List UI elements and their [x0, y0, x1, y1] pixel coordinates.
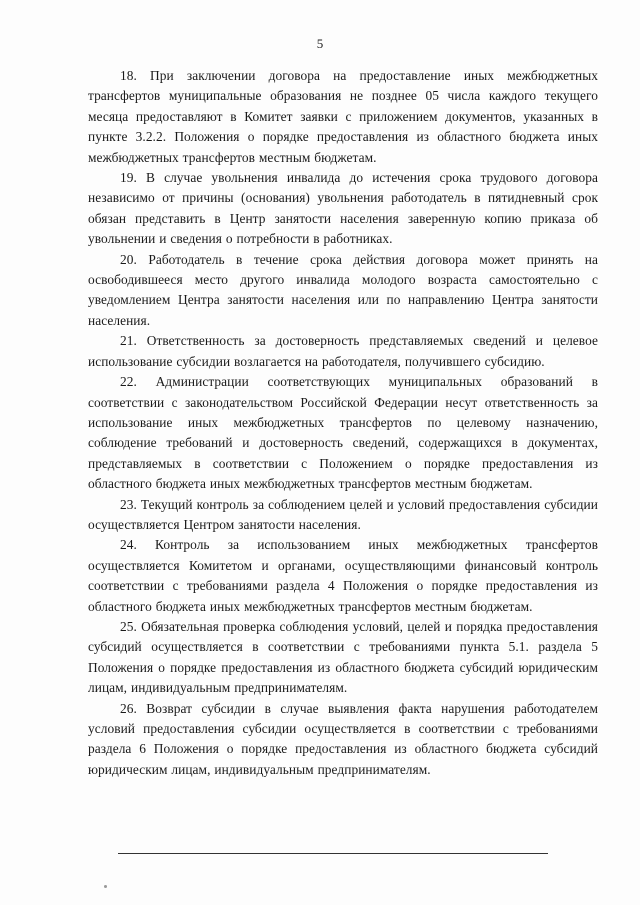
paragraph-19: 19. В случае увольнения инвалида до истечения срока трудового договора независимо от причины (основания) увольнения работодатель в пятидневный срок обязан представить в Центр занятости населения заверенную копию приказа об увольнении и сведения о потребности в работниках.	[88, 170, 598, 247]
paragraph-24: 24. Контроль за использованием иных межбюджетных трансфертов осуществляется Комитетом и органами, осуществляющими финансовый контроль соответствии с требованиями раздела 4 Положения о порядке предоставления из областного бюджета иных межбюджетных трансфертов местным бюджетам.	[88, 537, 598, 614]
paragraph-25: 25. Обязательная проверка соблюдения условий, целей и порядка предоставления субсидий осуществляется в соответствии с требованиями пункта 5.1. раздела 5 Положения о порядке предоставления из областного бюджета субсидий юридическим лицам, индивидуальным предпринимателям.	[88, 618, 598, 696]
page-number: 5	[316, 36, 324, 51]
paragraph-20: 20. Работодатель в течение срока действия договора может принять на освободившееся место другого инвалида молодого возраста самостоятельно с уведомлением Центра занятости населения или по направлению Центра занятости населения.	[88, 251, 598, 328]
paragraph-21: 21. Ответственность за достоверность представляемых сведений и целевое использование субсидии возлагается на работодателя, получившего субсидию.	[88, 333, 598, 369]
scan-artifact	[104, 885, 107, 888]
paragraph-23: 23. Текущий контроль за соблюдением целей и условий предоставления субсидии осуществляется Центром занятости населения.	[88, 496, 598, 532]
paragraph-26: 26. Возврат субсидии в случае выявления факта нарушения работодателем условий предоставления субсидии осуществляется в соответствии с требованиями раздела 6 Положения о порядке предоставления из областного бюджета субсидий юридическим лицам, индивидуальным предпринимателям.	[88, 700, 598, 777]
document-body	[88, 66, 598, 780]
paragraph-18: 18. При заключении договора на предоставление иных межбюджетных трансфертов муниципальные образования не позднее 05 числа каждого текущего месяца предоставляют в Комитет заявки с приложением документов, указанных в пункте 3.2.2. Положения о порядке предоставления из областного бюджета иных межбюджетных трансфертов местным бюджетам.	[88, 68, 598, 165]
footer-divider	[118, 853, 548, 854]
paragraph-22: 22. Администрации соответствующих муниципальных образований в соответствии с законодательством Российской Федерации несут ответственность за использование иных межбюджетных трансфертов по целевому назначению, соблюдение требований и достоверность сведений, содержащихся в документах, представляемых в соответствии с Положением о порядке предоставления из областного бюджета иных межбюджетных трансфертов местным бюджетам.	[88, 374, 598, 492]
